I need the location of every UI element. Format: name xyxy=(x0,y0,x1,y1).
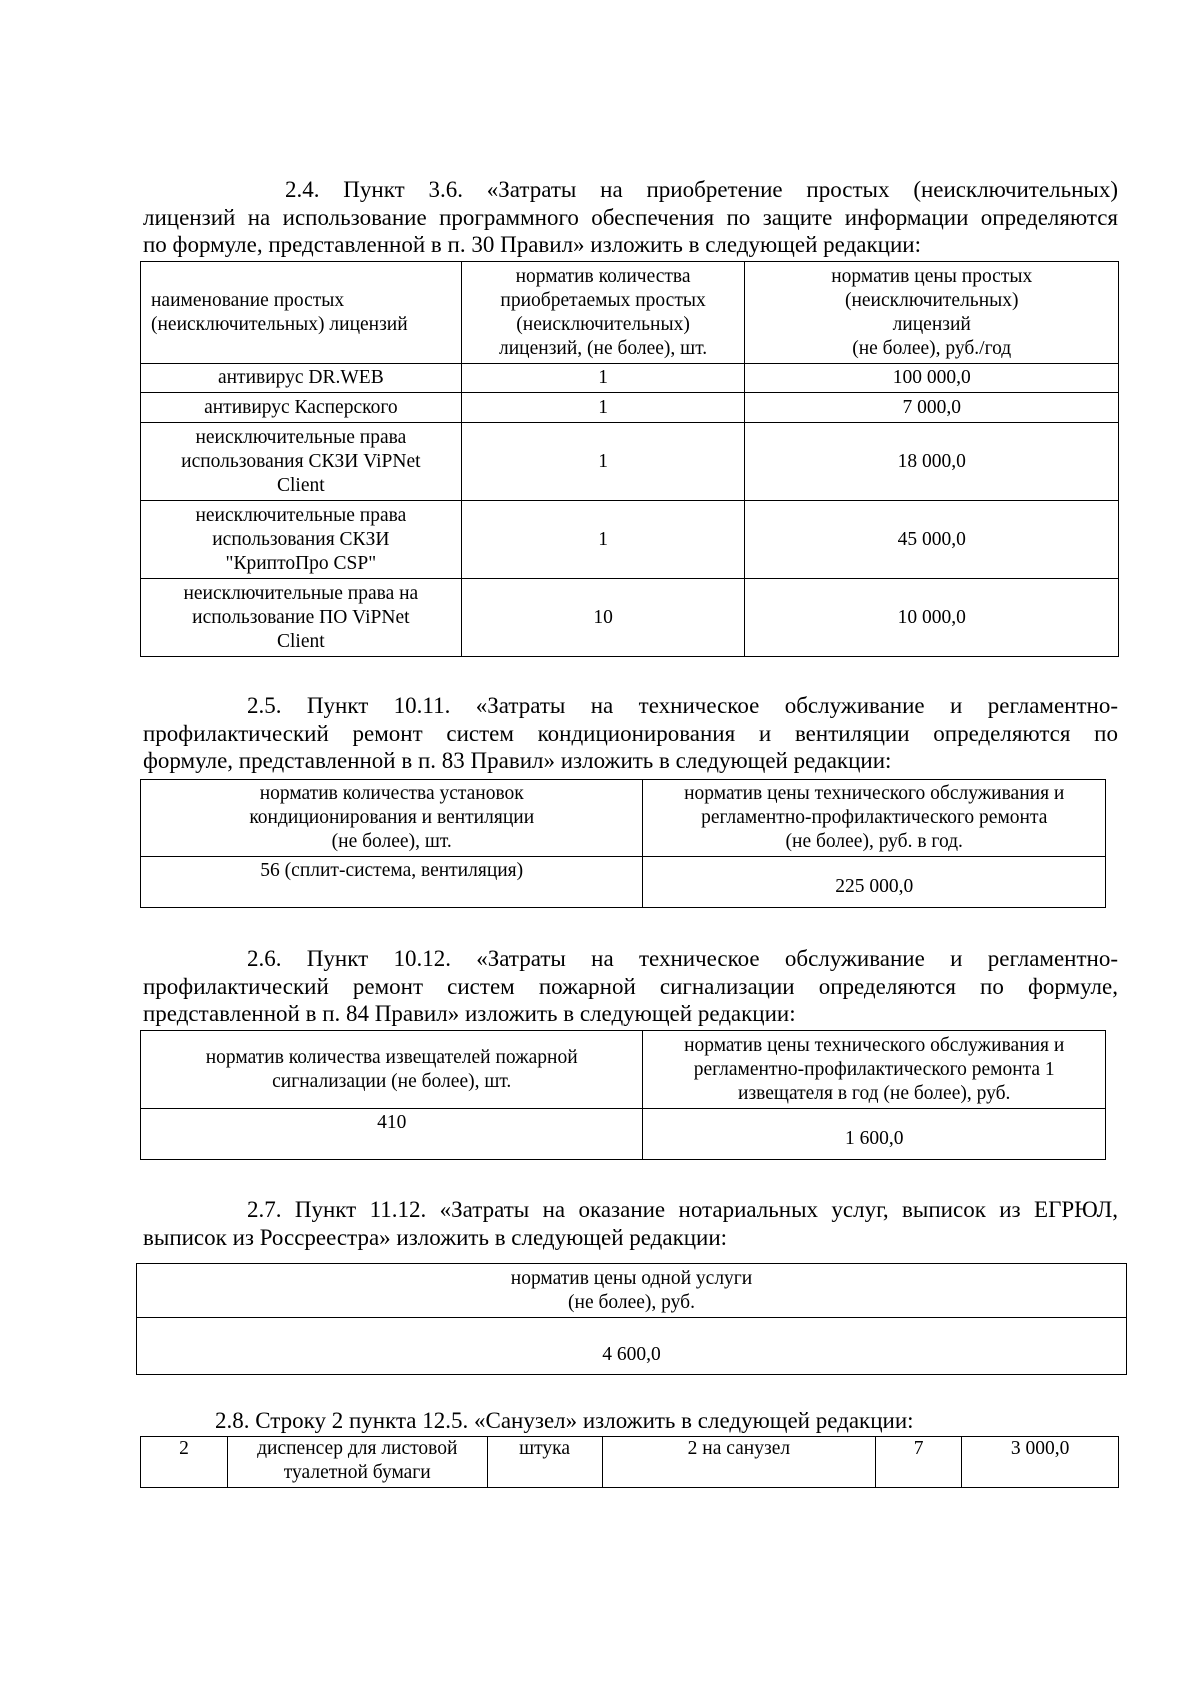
license-name xyxy=(141,579,462,657)
license-qty: 1 xyxy=(461,501,745,579)
license-price: 18 000,0 xyxy=(745,423,1119,501)
cell-line: использование ПО ViPNet xyxy=(192,606,410,628)
table-row xyxy=(141,1109,1106,1160)
cell-line: антивирус Касперского xyxy=(204,396,398,418)
header-line: сигнализации (не более), шт. xyxy=(272,1070,512,1092)
sanuzel-table xyxy=(140,1436,1119,1488)
license-qty: 1 xyxy=(461,393,745,423)
fire-alarm-header-row xyxy=(141,1031,1106,1109)
ventilation-qty: 56 (сплит-система, вентиляция) xyxy=(141,857,643,908)
table-row xyxy=(141,423,1119,501)
ventilation-table xyxy=(140,779,1106,908)
section-2-6-line2: профилактический ремонт систем пожарной сигнализации определяются по формуле, xyxy=(143,973,1118,999)
license-name xyxy=(141,364,462,393)
section-2-5-line3: формуле, представленной в п. 83 Правил» изложить в следующей редакции: xyxy=(143,748,892,773)
header-line: (не более), руб. xyxy=(568,1291,695,1313)
section-2-6-line3: представленной в п. 84 Правил» изложить в следующей редакции: xyxy=(143,1001,796,1026)
license-name xyxy=(141,423,462,501)
section-2-6-text xyxy=(143,945,1118,1028)
ventilation-header-row xyxy=(141,780,1106,857)
header-line: (неисключительных) xyxy=(844,289,1019,311)
license-price: 100 000,0 xyxy=(745,364,1119,393)
sanuzel-unit: штука xyxy=(487,1437,602,1488)
header-line: (неисключительных) лицензий xyxy=(151,313,408,335)
cell-line: использования СКЗИ xyxy=(212,528,390,550)
header-line: норматив цены технического обслуживания и xyxy=(684,783,1065,804)
sanuzel-norm: 2 на санузел xyxy=(602,1437,876,1488)
table-row xyxy=(141,364,1119,393)
licenses-header-row xyxy=(141,262,1119,364)
notary-price: 4 600,0 xyxy=(137,1318,1127,1375)
cell-line: "КриптоПро CSP" xyxy=(225,552,377,574)
header-line: кондиционирования и вентиляции xyxy=(249,807,535,828)
section-2-6-line1: 2.6. Пункт 10.12. «Затраты на техническое обслуживание и регламентно- xyxy=(247,946,1118,971)
notary-header xyxy=(137,1264,1127,1318)
table-row xyxy=(137,1318,1127,1375)
fire-alarm-table xyxy=(140,1030,1106,1160)
section-2-4-line1: 2.4. Пункт 3.6. «Затраты на приобретение простых (неисключительных) xyxy=(285,177,1118,202)
licenses-table xyxy=(140,261,1119,657)
cell-line: туалетной бумаги xyxy=(283,1462,431,1483)
license-qty: 1 xyxy=(461,423,745,501)
header-line: норматив цены одной услуги xyxy=(510,1267,753,1289)
header-line: норматив количества xyxy=(515,265,691,287)
header-line: (неисключительных) xyxy=(516,313,690,335)
sanuzel-term: 7 xyxy=(876,1437,962,1488)
cell-line: Client xyxy=(277,630,325,652)
header-line: норматив количества извещателей пожарной xyxy=(205,1046,578,1068)
section-2-4-line3: по формуле, представленной в п. 30 Правил» изложить в следующей редакции: xyxy=(143,232,921,257)
table-row xyxy=(141,393,1119,423)
header-line: (не более), шт. xyxy=(331,831,452,852)
section-2-5-line1: 2.5. Пункт 10.11. «Затраты на техническое обслуживание и регламентно- xyxy=(247,693,1118,718)
license-price: 7 000,0 xyxy=(745,393,1119,423)
licenses-header-price xyxy=(745,262,1119,364)
cell-line: использования СКЗИ ViPNet xyxy=(181,450,421,472)
notary-header-row xyxy=(137,1264,1127,1318)
section-2-5-text xyxy=(143,692,1118,775)
section-2-8-line1: 2.8. Строку 2 пункта 12.5. «Санузел» изложить в следующей редакции: xyxy=(215,1408,914,1433)
fire-alarm-header-qty xyxy=(141,1031,643,1109)
license-name xyxy=(141,393,462,423)
header-line: лицензий xyxy=(892,313,971,335)
cell-line: неисключительные права xyxy=(195,426,407,448)
sanuzel-price: 3 000,0 xyxy=(962,1437,1119,1488)
sanuzel-num: 2 xyxy=(141,1437,228,1488)
header-line: наименование простых xyxy=(151,289,345,311)
section-2-5-line2: профилактический ремонт систем кондиционирования и вентиляции определяются по xyxy=(143,720,1118,746)
table-row xyxy=(141,579,1119,657)
ventilation-header-price xyxy=(643,780,1106,857)
header-line: регламентно-профилактического ремонта 1 xyxy=(693,1058,1055,1080)
section-2-8-text xyxy=(143,1407,1118,1435)
table-row xyxy=(141,857,1106,908)
header-line: (не более), руб./год xyxy=(852,337,1012,359)
cell-line: Client xyxy=(277,474,325,496)
table-row xyxy=(141,501,1119,579)
cell-line: антивирус DR.WEB xyxy=(217,367,384,388)
license-price: 10 000,0 xyxy=(745,579,1119,657)
ventilation-header-qty xyxy=(141,780,643,857)
section-2-7-line2: выписок из Россреестра» изложить в следующей редакции: xyxy=(143,1224,728,1250)
licenses-header-name xyxy=(141,262,462,364)
header-line: норматив цены простых xyxy=(831,265,1033,287)
header-line: приобретаемых простых xyxy=(500,289,706,311)
section-2-4-line2: лицензий на использование программного обеспечения по защите информации определяются xyxy=(143,204,1118,230)
fire-alarm-header-price xyxy=(643,1031,1106,1109)
notary-table xyxy=(136,1263,1127,1375)
license-qty: 10 xyxy=(461,579,745,657)
cell-line: неисключительные права xyxy=(195,504,407,526)
header-line: норматив цены технического обслуживания и xyxy=(684,1034,1065,1056)
header-line: норматив количества установок xyxy=(259,783,524,804)
header-line: лицензий, (не более), шт. xyxy=(499,337,708,359)
license-qty: 1 xyxy=(461,364,745,393)
header-line: извещателя в год (не более), руб. xyxy=(738,1082,1011,1104)
section-2-7-line1: 2.7. Пункт 11.12. «Затраты на оказание нотариальных услуг, выписок из ЕГРЮЛ, xyxy=(247,1197,1118,1222)
sanuzel-name xyxy=(227,1437,487,1488)
header-line: (не более), руб. в год. xyxy=(785,831,963,852)
fire-alarm-price: 1 600,0 xyxy=(643,1109,1106,1160)
license-price: 45 000,0 xyxy=(745,501,1119,579)
ventilation-price: 225 000,0 xyxy=(643,857,1106,908)
cell-line: неисключительные права на xyxy=(183,582,419,604)
header-line: регламентно-профилактического ремонта xyxy=(701,807,1048,828)
license-name xyxy=(141,501,462,579)
cell-line: диспенсер для листовой xyxy=(257,1438,458,1459)
section-2-7-text xyxy=(143,1196,1118,1251)
fire-alarm-qty: 410 xyxy=(141,1109,643,1160)
section-2-4-text xyxy=(143,176,1118,259)
table-row xyxy=(141,1437,1119,1488)
licenses-header-qty xyxy=(461,262,745,364)
